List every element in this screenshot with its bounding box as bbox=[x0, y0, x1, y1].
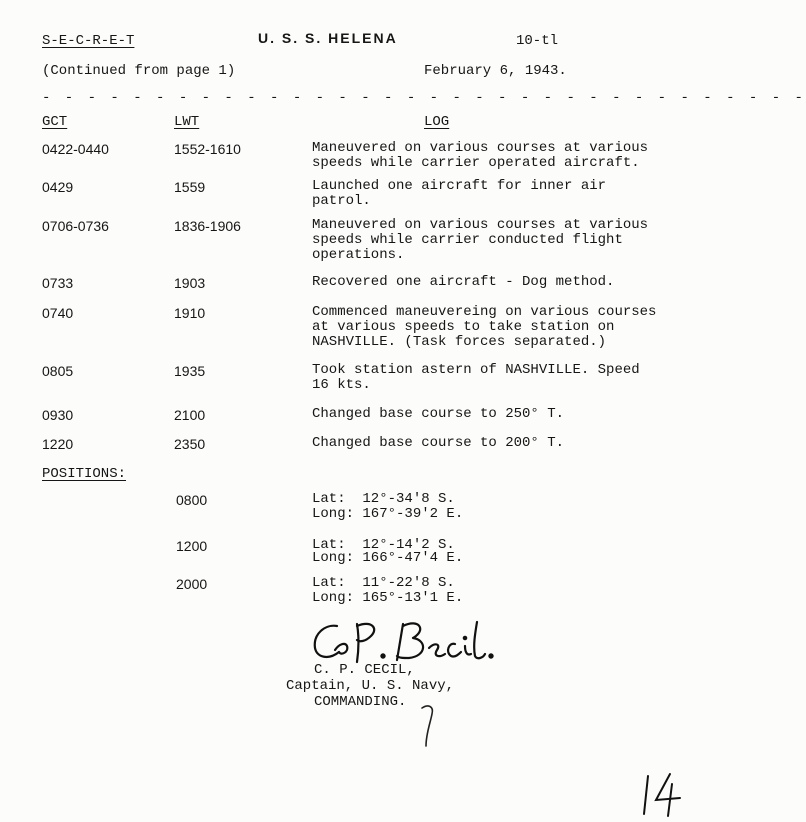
dashed-rule: - - - - - - - - - - - - - - - - - - - - - - - - - - - - - - - - - - bbox=[42, 90, 806, 106]
position-time: 0800 bbox=[176, 492, 208, 508]
gct-time: 0740 bbox=[42, 305, 74, 321]
log-text: Commenced maneuvereing on various courses at various speeds to take station on NASHVILLE. (Task forces separated.) bbox=[312, 304, 657, 350]
position-time: 1200 bbox=[176, 538, 208, 554]
lwt-time: 1935 bbox=[174, 363, 206, 379]
log-text: Recovered one aircraft - Dog method. bbox=[312, 274, 615, 290]
lwt-time: 1559 bbox=[174, 179, 206, 195]
lwt-time: 1836-1906 bbox=[174, 218, 241, 234]
position-long: Long: 166°-47'4 E. bbox=[312, 550, 464, 566]
column-header-lwt: LWT bbox=[174, 114, 200, 130]
gct-time: 0429 bbox=[42, 179, 74, 195]
column-header-gct: GCT bbox=[42, 114, 68, 130]
log-text: Maneuvered on various courses at various speeds while carrier operated aircraft. bbox=[312, 140, 649, 171]
gct-time: 0422-0440 bbox=[42, 141, 109, 157]
position-lat: Lat: 11°-22'8 S. bbox=[312, 575, 455, 591]
page-reference: 10-tl bbox=[516, 33, 559, 49]
gct-time: 0733 bbox=[42, 275, 74, 291]
continued-note: (Continued from page 1) bbox=[42, 63, 236, 79]
lwt-time: 1910 bbox=[174, 305, 206, 321]
handwritten-checkmark bbox=[418, 700, 438, 750]
signatory-role: COMMANDING. bbox=[314, 694, 407, 710]
position-long: Long: 167°-39'2 E. bbox=[312, 506, 464, 522]
lwt-time: 2350 bbox=[174, 436, 206, 452]
log-text: Took station astern of NASHVILLE. Speed 16 kts. bbox=[312, 362, 640, 393]
position-long: Long: 165°-13'1 E. bbox=[312, 590, 464, 606]
gct-time: 0706-0736 bbox=[42, 218, 109, 234]
handwritten-page-number bbox=[636, 772, 686, 817]
lwt-time: 1552-1610 bbox=[174, 141, 241, 157]
ship-title: U. S. S. HELENA bbox=[258, 30, 398, 46]
gct-time: 1220 bbox=[42, 436, 74, 452]
log-text: Launched one aircraft for inner air patrol. bbox=[312, 178, 607, 209]
log-text: Changed base course to 200° T. bbox=[312, 435, 565, 451]
log-text: Maneuvered on various courses at various speeds while carrier conducted flight operations. bbox=[312, 217, 649, 263]
log-text: Changed base course to 250° T. bbox=[312, 406, 565, 422]
signatory-name: C. P. CECIL, bbox=[314, 662, 415, 678]
positions-heading: POSITIONS: bbox=[42, 466, 127, 482]
lwt-time: 1903 bbox=[174, 275, 206, 291]
signatory-rank: Captain, U. S. Navy, bbox=[286, 678, 455, 694]
gct-time: 0805 bbox=[42, 363, 74, 379]
classification-mark: S-E-C-R-E-T bbox=[42, 33, 135, 49]
log-date: February 6, 1943. bbox=[424, 63, 567, 79]
position-lat: Lat: 12°-34'8 S. bbox=[312, 491, 455, 507]
gct-time: 0930 bbox=[42, 407, 74, 423]
lwt-time: 2100 bbox=[174, 407, 206, 423]
position-lat: Lat: 12°-14'2 S. bbox=[312, 537, 455, 553]
position-time: 2000 bbox=[176, 576, 208, 592]
column-header-log: LOG bbox=[424, 114, 450, 130]
